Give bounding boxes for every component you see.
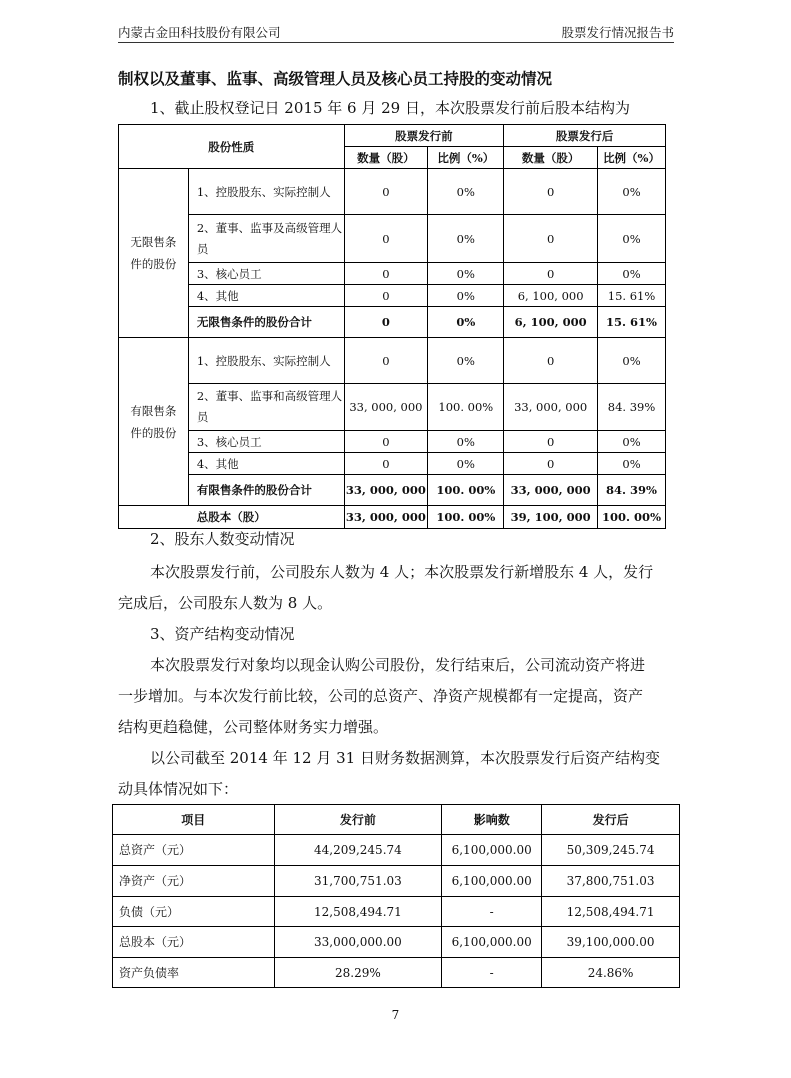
row-label: 净资产（元） xyxy=(113,866,275,897)
cell-ratio-before: 0% xyxy=(428,338,504,384)
cell-ratio-after: 15. 61% xyxy=(598,285,666,307)
asset-structure-table xyxy=(112,804,680,988)
row-label: 2、董事、监事和高级管理人员 xyxy=(188,384,344,431)
table-header-row xyxy=(113,805,680,835)
share-structure-table xyxy=(118,124,666,529)
paragraph-calc-line2: 动具体情况如下： xyxy=(118,780,239,798)
cell-before: 31,700,751.03 xyxy=(274,866,442,897)
header-after-issue: 股票发行后 xyxy=(504,125,666,147)
table-row xyxy=(119,453,666,475)
cell-after: 24.86% xyxy=(542,958,680,988)
cell-after: 39,100,000.00 xyxy=(542,927,680,958)
row-label: 资产负债率 xyxy=(113,958,275,988)
row-label: 2、董事、监事及高级管理人员 xyxy=(188,215,344,263)
header-item: 项目 xyxy=(113,805,275,835)
cell-impact: 6,100,000.00 xyxy=(442,835,542,866)
group-label-restricted: 有限售条件的股份 xyxy=(119,338,189,506)
subheading-asset-structure: 3、资产结构变动情况 xyxy=(150,625,295,643)
table-row xyxy=(113,927,680,958)
table-row xyxy=(119,285,666,307)
cell-ratio-after: 0% xyxy=(598,453,666,475)
cell-ratio-before: 0% xyxy=(428,169,504,215)
cell-before: 44,209,245.74 xyxy=(274,835,442,866)
row-label: 有限售条件的股份合计 xyxy=(188,475,344,506)
row-label: 总股本（股） xyxy=(119,506,345,529)
row-label: 总股本（元） xyxy=(113,927,275,958)
page-header xyxy=(118,22,674,43)
cell-qty-before: 33, 000, 000 xyxy=(344,506,428,529)
paragraph-asset-line3: 结构更趋稳健，公司整体财务实力增强。 xyxy=(118,718,389,736)
grand-total-row xyxy=(119,506,666,529)
cell-ratio-before: 0% xyxy=(428,453,504,475)
cell-qty-after: 0 xyxy=(504,263,598,285)
cell-before: 12,508,494.71 xyxy=(274,897,442,927)
row-label: 4、其他 xyxy=(188,285,344,307)
cell-ratio-before: 100. 00% xyxy=(428,475,504,506)
row-label: 3、核心员工 xyxy=(188,263,344,285)
subtotal-row xyxy=(119,475,666,506)
cell-ratio-before: 100. 00% xyxy=(428,384,504,431)
cell-ratio-before: 0% xyxy=(428,263,504,285)
table-row xyxy=(119,263,666,285)
cell-before: 33,000,000.00 xyxy=(274,927,442,958)
cell-qty-after: 0 xyxy=(504,215,598,263)
cell-ratio-before: 0% xyxy=(428,307,504,338)
cell-qty-before: 33, 000, 000 xyxy=(344,475,428,506)
header-before: 发行前 xyxy=(274,805,442,835)
subtotal-row xyxy=(119,307,666,338)
cell-impact: - xyxy=(442,897,542,927)
cell-impact: 6,100,000.00 xyxy=(442,866,542,897)
paragraph-shareholder-count-line2: 完成后，公司股东人数为 8 人。 xyxy=(118,594,333,612)
row-label: 3、核心员工 xyxy=(188,431,344,453)
row-label: 4、其他 xyxy=(188,453,344,475)
table-row xyxy=(113,835,680,866)
row-label: 1、控股股东、实际控制人 xyxy=(188,169,344,215)
header-share-nature: 股份性质 xyxy=(119,125,345,169)
cell-ratio-after: 0% xyxy=(598,263,666,285)
cell-qty-after: 33, 000, 000 xyxy=(504,475,598,506)
cell-after: 12,508,494.71 xyxy=(542,897,680,927)
cell-ratio-before: 100. 00% xyxy=(428,506,504,529)
table-row xyxy=(119,338,666,384)
header-ratio-after: 比例（%） xyxy=(598,147,666,169)
header-ratio-before: 比例（%） xyxy=(428,147,504,169)
header-impact: 影响数 xyxy=(442,805,542,835)
header-before-issue: 股票发行前 xyxy=(344,125,504,147)
paragraph-share-structure-intro: 1、截止股权登记日 2015 年 6 月 29 日，本次股票发行前后股本结构为 xyxy=(150,99,630,117)
page-number: 7 xyxy=(391,1008,400,1022)
cell-ratio-after: 100. 00% xyxy=(598,506,666,529)
group-label-unrestricted: 无限售条件的股份 xyxy=(119,169,189,338)
cell-before: 28.29% xyxy=(274,958,442,988)
table-row xyxy=(113,958,680,988)
cell-qty-before: 0 xyxy=(344,285,428,307)
header-qty-before: 数量（股） xyxy=(344,147,428,169)
cell-ratio-before: 0% xyxy=(428,215,504,263)
row-label: 负债（元） xyxy=(113,897,275,927)
paragraph-asset-line2: 一步增加。与本次发行前比较，公司的总资产、净资产规模都有一定提高，资产 xyxy=(118,687,644,705)
document-title: 股票发行情况报告书 xyxy=(561,25,674,40)
table-row xyxy=(119,431,666,453)
cell-qty-before: 0 xyxy=(344,453,428,475)
cell-qty-before: 0 xyxy=(344,338,428,384)
cell-qty-after: 0 xyxy=(504,338,598,384)
cell-after: 37,800,751.03 xyxy=(542,866,680,897)
cell-qty-after: 33, 000, 000 xyxy=(504,384,598,431)
cell-qty-before: 0 xyxy=(344,263,428,285)
cell-ratio-after: 0% xyxy=(598,431,666,453)
cell-qty-after: 0 xyxy=(504,169,598,215)
cell-ratio-after: 0% xyxy=(598,215,666,263)
cell-qty-after: 39, 100, 000 xyxy=(504,506,598,529)
cell-qty-before: 0 xyxy=(344,169,428,215)
cell-qty-before: 0 xyxy=(344,215,428,263)
cell-qty-before: 33, 000, 000 xyxy=(344,384,428,431)
table-row xyxy=(119,384,666,431)
row-label: 无限售条件的股份合计 xyxy=(188,307,344,338)
cell-qty-before: 0 xyxy=(344,431,428,453)
table-row xyxy=(119,215,666,263)
section-title: 制权以及董事、监事、高级管理人员及核心员工持股的变动情况 xyxy=(118,69,553,88)
cell-ratio-after: 84. 39% xyxy=(598,475,666,506)
header-after: 发行后 xyxy=(542,805,680,835)
cell-ratio-after: 15. 61% xyxy=(598,307,666,338)
cell-ratio-before: 0% xyxy=(428,285,504,307)
cell-qty-after: 6, 100, 000 xyxy=(504,307,598,338)
cell-qty-after: 0 xyxy=(504,453,598,475)
cell-qty-after: 6, 100, 000 xyxy=(504,285,598,307)
table-row xyxy=(113,866,680,897)
company-name: 内蒙古金田科技股份有限公司 xyxy=(118,25,281,40)
cell-ratio-after: 84. 39% xyxy=(598,384,666,431)
cell-ratio-after: 0% xyxy=(598,169,666,215)
cell-qty-after: 0 xyxy=(504,431,598,453)
paragraph-asset-line1: 本次股票发行对象均以现金认购公司股份，发行结束后，公司流动资产将进 xyxy=(150,656,646,674)
paragraph-shareholder-count-line1: 本次股票发行前，公司股东人数为 4 人；本次股票发行新增股东 4 人，发行 xyxy=(150,563,654,581)
cell-impact: 6,100,000.00 xyxy=(442,927,542,958)
row-label: 总资产（元） xyxy=(113,835,275,866)
table-row xyxy=(119,169,666,215)
table-row xyxy=(113,897,680,927)
cell-impact: - xyxy=(442,958,542,988)
row-label: 1、控股股东、实际控制人 xyxy=(188,338,344,384)
header-qty-after: 数量（股） xyxy=(504,147,598,169)
cell-ratio-before: 0% xyxy=(428,431,504,453)
cell-ratio-after: 0% xyxy=(598,338,666,384)
cell-qty-before: 0 xyxy=(344,307,428,338)
paragraph-calc-line1: 以公司截至 2014 年 12 月 31 日财务数据测算，本次股票发行后资产结构变 xyxy=(150,749,660,767)
cell-after: 50,309,245.74 xyxy=(542,835,680,866)
subheading-shareholder-count: 2、股东人数变动情况 xyxy=(150,530,295,548)
